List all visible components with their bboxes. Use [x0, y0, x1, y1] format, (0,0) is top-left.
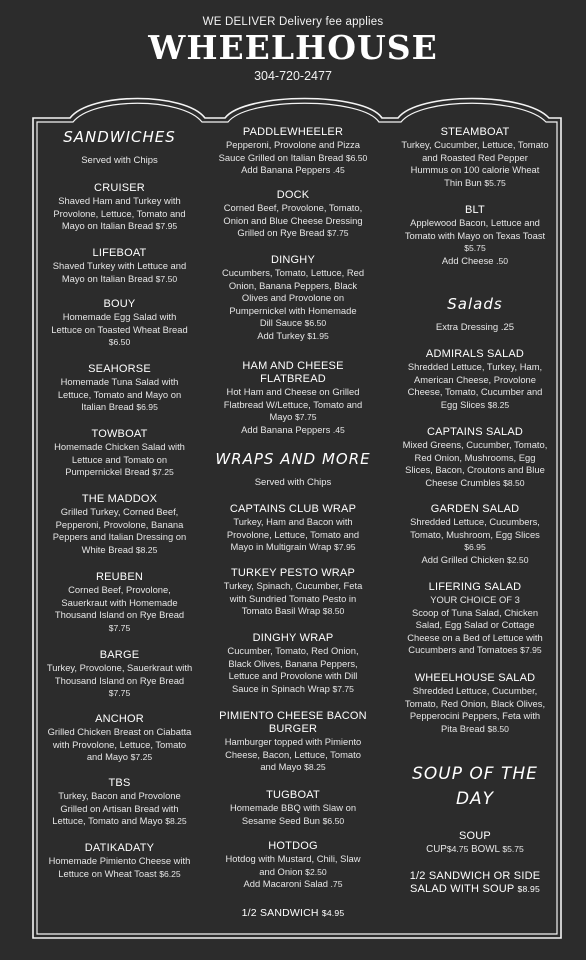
item-desc: Turkey, Bacon and Provolone Grilled on Artisan Bread with Lettuce, Tomato and Mayo $8.25 [52, 790, 187, 827]
item-desc: Homemade Chicken Salad with Lettuce and Tomato on Pumpernickel Bread $7.25 [54, 441, 185, 478]
restaurant-name: WHEELHOUSE [148, 28, 438, 67]
menu-item-cruiser [34, 182, 205, 233]
item-desc: Pepperoni, Provolone and Pizza Sauce Grilled on Italian Bread $6.50 Add Banana Peppers .45 [218, 139, 368, 176]
item-name: TURKEY PESTO WRAP [230, 567, 356, 579]
item-name: PADDLEWHEELER [242, 126, 344, 138]
item-name: DOCK [276, 189, 310, 201]
combo-line1: 1/2 SANDWICH OR SIDE [409, 870, 541, 882]
item-desc: Shredded Lettuce, Cucumbers, Tomato, Mushroom, Egg Slices $6.95 Add Grilled Chicken $2.50 [410, 516, 540, 565]
item-desc: Shaved Turkey with Lettuce and Mayo on Italian Bread $7.50 [52, 260, 187, 284]
menu-item-turkey-pesto-wrap [209, 567, 377, 618]
item-desc: Turkey, Spinach, Cucumber, Feta with Sundried Tomato Pesto in Tomato Basil Wrap $8.50 [223, 580, 363, 617]
menu-item-barge [34, 649, 205, 700]
half-sandwich-option [209, 907, 377, 920]
soup-heading [389, 762, 561, 812]
item-desc: Homemade BBQ with Slaw on Sesame Seed Bun $6.50 [229, 802, 357, 826]
menu-item-dock [209, 189, 377, 240]
menu-item-wheelhouse-salad [389, 672, 561, 735]
item-name: DINGHY [271, 254, 315, 266]
menu-item-tbs [34, 777, 205, 828]
menu-item-anchor [34, 713, 205, 764]
menu-item-datikadaty [34, 842, 205, 880]
item-name: HOTDOG [268, 840, 318, 852]
wraps-heading: WRAPS AND MORE [215, 450, 371, 468]
item-desc: Hotdog with Mustard, Chili, Slaw and Onion $2.50 Add Macaroni Salad .75 [225, 853, 361, 890]
item-name: HAM AND CHEESE FLATBREAD [242, 360, 344, 385]
salads-heading: Salads [447, 295, 503, 313]
menu-item-captains-salad [389, 426, 561, 489]
item-name: TUGBOAT [266, 789, 320, 801]
item-desc: YOUR CHOICE OF 3 Scoop of Tuna Salad, Chicken Salad, Egg Salad or Cottage Cheese on a Bed of Lettuce with Cucumbers and Tomatoes $7.95 [407, 594, 543, 656]
menu-item-steamboat [389, 126, 561, 189]
item-desc: Corned Beef, Provolone, Sauerkraut with Homemade Thousand Island on Rye Bread $7.75 [54, 584, 185, 633]
item-desc: Applewood Bacon, Lettuce and Tomato with Mayo on Texas Toast $5.75 Add Cheese .50 [404, 217, 546, 266]
item-desc: Shredded Lettuce, Turkey, Ham, American Cheese, Provolone Cheese, Tomato, Cucumber and Egg Slices $8.25 [407, 361, 543, 410]
menu-item-garden-salad [389, 503, 561, 566]
item-name: DATIKADATY [84, 842, 155, 854]
item-name: STEAMBOAT [440, 126, 510, 138]
item-name: CRUISER [94, 182, 145, 194]
menu-item-hotdog [209, 840, 377, 891]
item-desc: Shaved Ham and Turkey with Provolone, Lettuce, Tomato and Mayo on Italian Bread $7.95 [53, 195, 186, 232]
item-desc: Mixed Greens, Cucumber, Tomato, Red Onion, Mushrooms, Egg Slices, Bacon, Croutons and Blue Cheese Crumbles $8.50 [402, 439, 548, 488]
menu-item-ham-and-cheese-flatbread [209, 360, 377, 436]
item-name: BARGE [99, 649, 140, 661]
item-desc: Hot Ham and Cheese on Grilled Flatbread W/Lettuce, Tomato and Mayo $7.75 Add Banana Peppers .45 [223, 386, 363, 435]
menu-item-pimiento-cheese-bacon-burger [209, 710, 377, 774]
menu-item-bouy [34, 298, 205, 349]
item-desc: Homemade Egg Salad with Lettuce on Toasted Wheat Bread $6.50 [51, 311, 188, 348]
item-name: ANCHOR [95, 713, 144, 725]
item-desc: Cucumbers, Tomato, Lettuce, Red Onion, Banana Peppers, Black Olives and Provolone on Pumpernickel with Homemade Dill Sauce $6.50 Add Turkey $1.95 [221, 267, 365, 341]
item-name: LIFEBOAT [92, 247, 147, 259]
item-desc: Homemade Pimiento Cheese with Lettuce on Wheat Toast $6.25 [48, 855, 191, 879]
soup-sizes: CUP$4.75 BOWL $5.75 [426, 844, 524, 855]
menu-item-tugboat [209, 789, 377, 827]
item-name: DINGHY WRAP [252, 632, 334, 644]
item-desc: Homemade Tuna Salad with Lettuce, Tomato and Mayo on Italian Bread $6.95 [57, 376, 182, 413]
soup-heading-line1: SOUP OF THE [412, 764, 538, 784]
menu-item-reuben [34, 571, 205, 634]
item-desc: Corned Beef, Provolone, Tomato, Onion and Blue Cheese Dressing Grilled on Rye Bread $7.75 [223, 202, 363, 239]
item-name: LIFERING SALAD [428, 581, 522, 593]
item-desc: Turkey, Cucumber, Lettuce, Tomato and Roasted Red Pepper Hummus on 100 calorie Wheat Thin Bun $5.75 [401, 139, 549, 188]
item-name: WHEELHOUSE SALAD [414, 672, 536, 684]
item-name: TOWBOAT [91, 428, 148, 440]
item-name: BLT [465, 204, 485, 216]
item-name: 1/2 SANDWICH $4.95 [241, 907, 345, 919]
menu-item-the-maddox [34, 493, 205, 556]
sandwiches-subtitle: Served with Chips [81, 155, 158, 166]
item-desc: Turkey, Provolone, Sauerkraut with Thousand Island on Rye Bread $7.75 [46, 662, 193, 699]
delivery-tagline: WE DELIVER Delivery fee applies [202, 16, 384, 28]
middle-column [209, 0, 377, 960]
phone-number: 304-720-2477 [254, 69, 332, 83]
sandwiches-heading: SANDWICHES [63, 128, 176, 146]
item-name: PIMIENTO CHEESE BACON BURGER [219, 710, 367, 735]
item-name: ADMIRALS SALAD [425, 348, 525, 360]
sandwiches-column [34, 0, 205, 960]
menu-item-dinghy [209, 254, 377, 343]
combo-line2: SALAD WITH SOUP $8.95 [409, 883, 541, 895]
item-desc: Shredded Lettuce, Cucumber, Tomato, Red Onion, Black Olives, Pepperocini Peppers, Feta with Pita Bread $8.50 [404, 685, 546, 734]
item-desc: Grilled Chicken Breast on Ciabatta with Provolone, Lettuce, Tomato and Mayo $7.25 [47, 726, 192, 763]
menu-item-lifering-salad [389, 581, 561, 657]
wraps-subtitle: Served with Chips [254, 477, 332, 488]
menu-item-blt [389, 204, 561, 267]
menu-item-captains-club-wrap [209, 503, 377, 554]
item-name: SEAHORSE [88, 363, 151, 375]
menu-item-seahorse [34, 363, 205, 414]
soup-combo-option [389, 870, 561, 896]
item-name: CAPTAINS SALAD [426, 426, 524, 438]
item-desc: Cucumber, Tomato, Red Onion, Black Olives, Banana Peppers, Lettuce and Provolone with Dill Sauce in Spinach Wrap $7.75 [227, 645, 359, 694]
item-desc: Hamburger topped with Pimiento Cheese, Bacon, Lettuce, Tomato and Mayo $8.25 [224, 736, 362, 773]
menu-item-admirals-salad [389, 348, 561, 411]
salads-subtitle: Extra Dressing .25 [435, 322, 515, 333]
menu-item-paddlewheeler [209, 126, 377, 177]
menu-item-towboat [34, 428, 205, 479]
item-name: GARDEN SALAD [430, 503, 520, 515]
right-column [389, 0, 561, 960]
menu-item-lifeboat [34, 247, 205, 285]
soup-heading-line2: DAY [455, 789, 495, 809]
item-name: TBS [108, 777, 131, 789]
item-name: CAPTAINS CLUB WRAP [229, 503, 357, 515]
menu-item-dinghy-wrap [209, 632, 377, 695]
menu-item-soup [389, 830, 561, 857]
item-name: THE MADDOX [81, 493, 158, 505]
item-name: BOUY [103, 298, 136, 310]
item-desc: Turkey, Ham and Bacon with Provolone, Lettuce, Tomato and Mayo in Multigrain Wrap $7.95 [226, 516, 360, 553]
item-desc: Grilled Turkey, Corned Beef, Pepperoni, Provolone, Banana Peppers and Italian Dressing on White Bread $8.25 [52, 506, 187, 555]
item-name: SOUP [459, 830, 491, 842]
item-name: REUBEN [95, 571, 144, 583]
